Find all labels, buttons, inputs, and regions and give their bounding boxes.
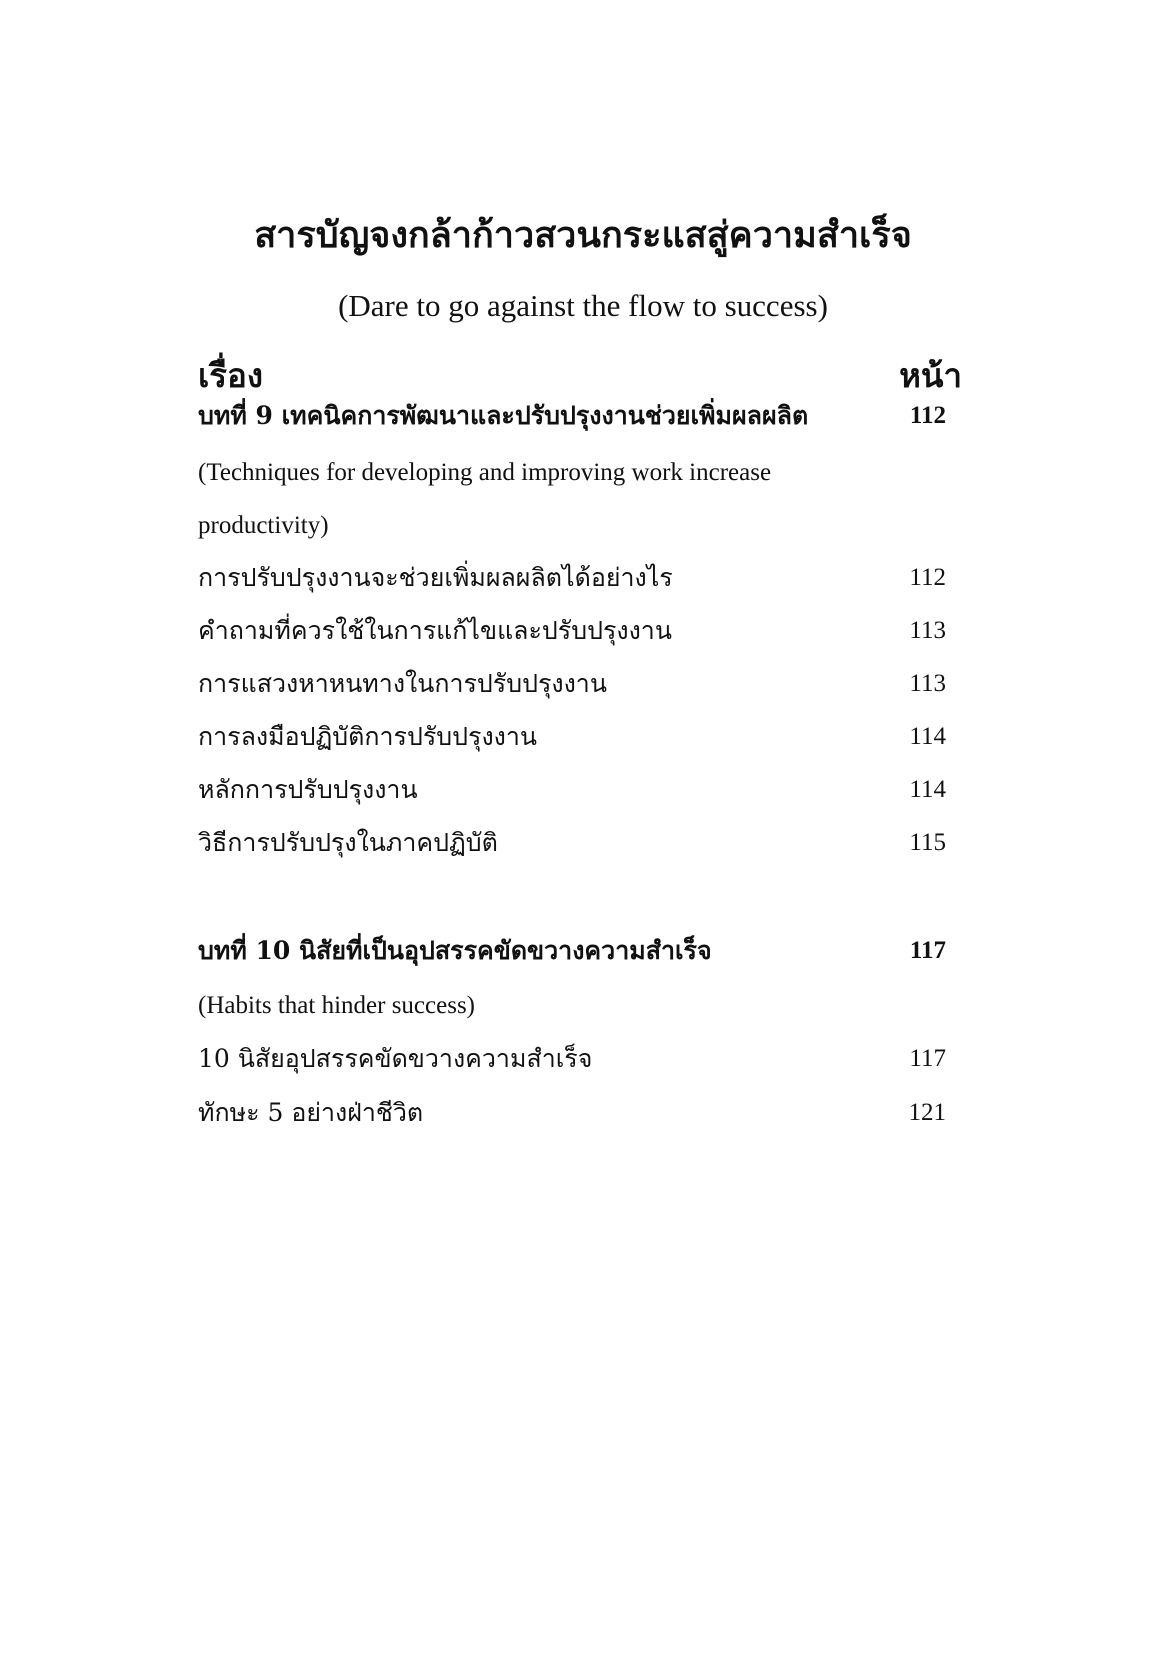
toc-header-page: หน้า [899, 356, 962, 395]
toc-page-number: 114 [909, 723, 946, 750]
toc-page-number: 117 [909, 937, 946, 964]
document-subtitle: (Dare to go against the flow to success) [338, 288, 828, 323]
toc-entry [198, 662, 946, 706]
toc-page-number: 114 [909, 776, 946, 803]
toc-header-topic: เรื่อง [198, 356, 263, 395]
toc-entry [198, 821, 946, 865]
toc-english-title: productivity) [198, 512, 329, 539]
toc-chapter-heading [198, 929, 946, 973]
toc-entry-label: 10 นิสัยอุปสรรคขัดขวางความสำเร็จ [198, 1044, 593, 1073]
toc-page-number: 112 [909, 402, 946, 429]
toc-entry [198, 609, 946, 653]
toc-entry-label: ทักษะ 5 อย่างฝ่าชีวิต [198, 1098, 424, 1127]
toc-entry-label: การปรับปรุงงานจะช่วยเพิ่มผลผลิตได้อย่างไร [198, 563, 673, 592]
toc-page-number: 117 [909, 1045, 946, 1072]
toc-page-number: 113 [909, 617, 946, 644]
toc-entry-label: คำถามที่ควรใช้ในการแก้ไขและปรับปรุงงาน [198, 616, 672, 645]
toc-entry [198, 715, 946, 759]
toc-english-title: (Techniques for developing and improving work increase [198, 459, 772, 486]
toc-chapter-english-line [198, 504, 946, 548]
toc-chapter-title: บทที่ 9 เทคนิคการพัฒนาและปรับปรุงงานช่วยเพิ่มผลผลิต [198, 401, 809, 430]
toc-entry [198, 768, 946, 812]
document-title: สารบัญจงกล้าก้าวสวนกระแสสู่ความสำเร็จ [254, 214, 912, 256]
toc-page-number: 112 [909, 564, 946, 591]
toc-english-title: (Habits that hinder success) [198, 992, 476, 1019]
toc-entry-label: วิธีการปรับปรุงในภาคปฏิบัติ [198, 828, 498, 857]
toc-entry [198, 1037, 946, 1081]
toc-entry-label: การแสวงหาหนทางในการปรับปรุงงาน [198, 669, 607, 698]
toc-chapter-heading [198, 394, 946, 438]
toc-page-number: 113 [909, 670, 946, 697]
toc-chapter-english-line [198, 984, 946, 1028]
toc-page-number: 121 [908, 1099, 946, 1126]
toc-entry [198, 556, 946, 600]
toc-entry-label: หลักการปรับปรุงงาน [198, 775, 418, 804]
toc-chapter-english-line [198, 451, 946, 495]
toc-entry [198, 1091, 946, 1135]
toc-entry-label: การลงมือปฏิบัติการปรับปรุงงาน [198, 722, 537, 751]
toc-chapter-title: บทที่ 10 นิสัยที่เป็นอุปสรรคขัดขวางความสำเร็จ [198, 936, 712, 965]
toc-page-number: 115 [909, 829, 946, 856]
